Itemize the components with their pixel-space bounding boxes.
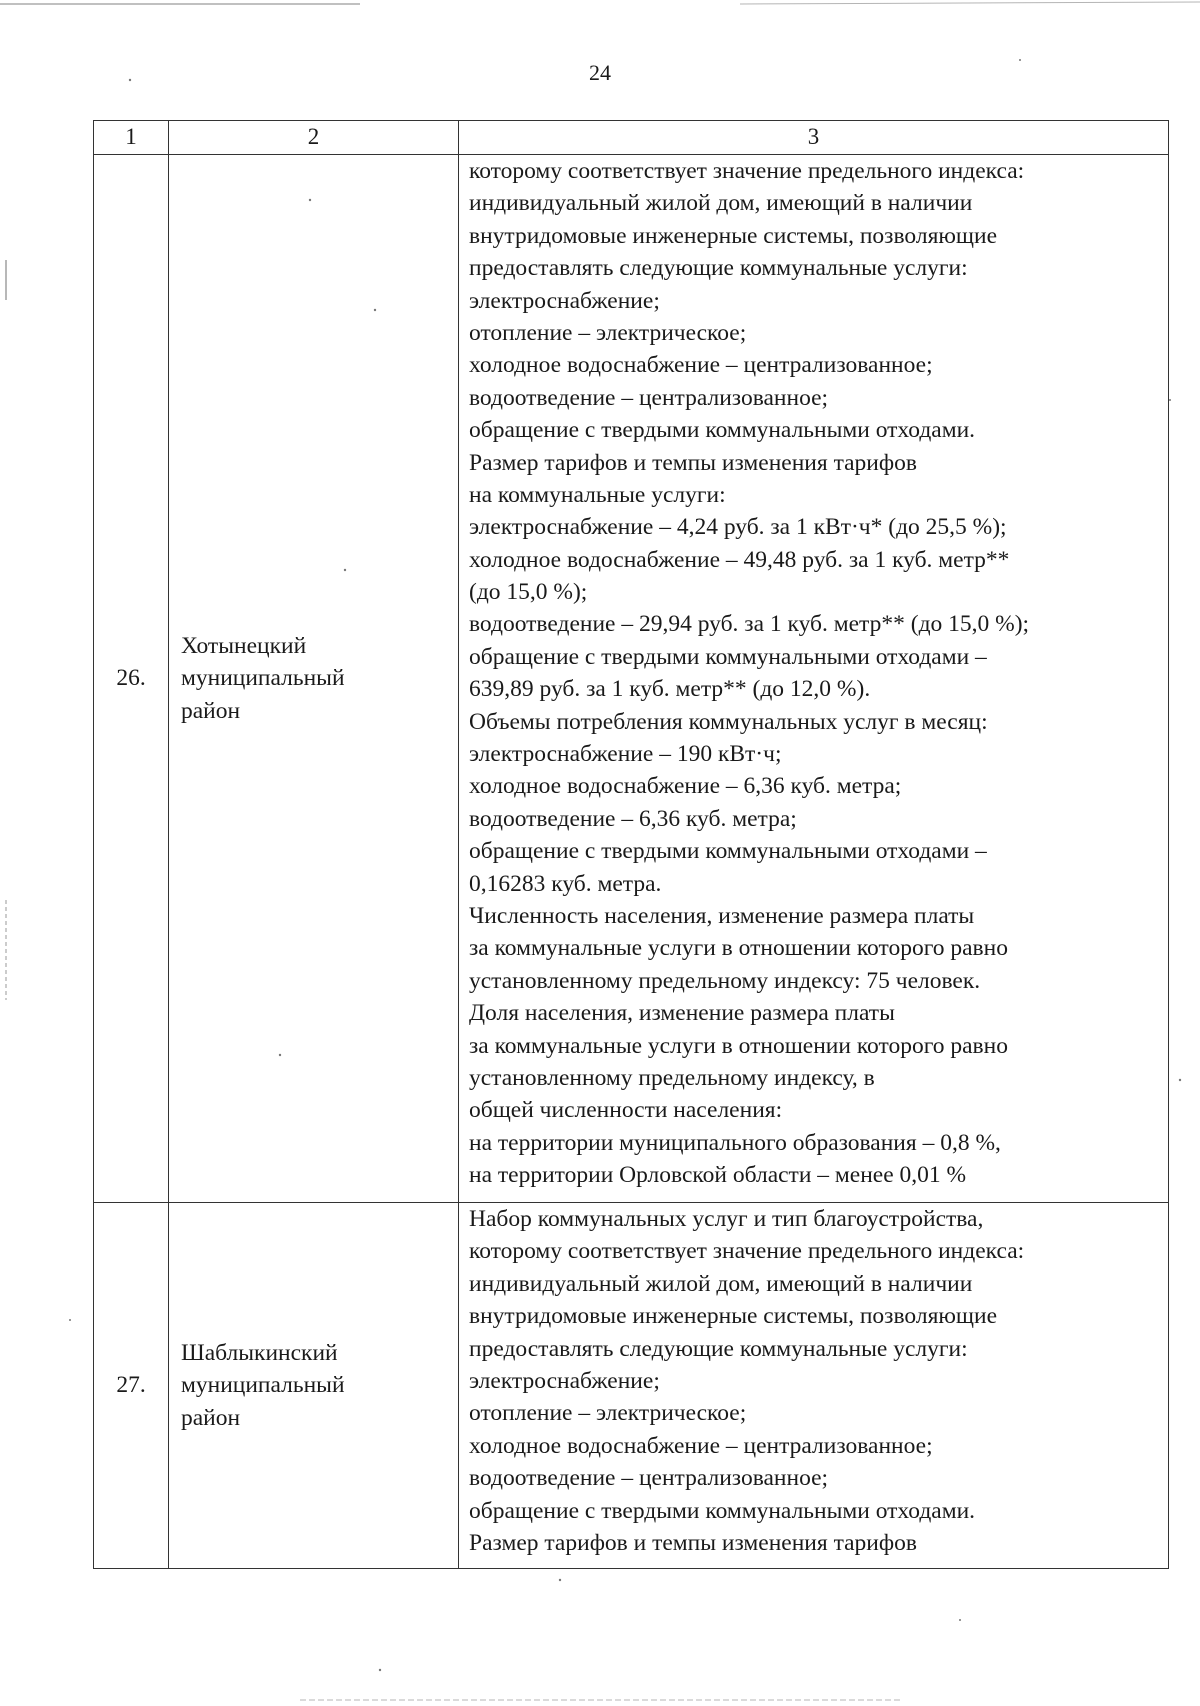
description-line: отопление – электрическое; [469, 1400, 747, 1427]
description-line: Размер тарифов и темпы изменения тарифов [469, 1529, 917, 1556]
description-line: которому соответствует значение предельного индекса: [469, 158, 1025, 184]
description-line: отопление – электрическое; [469, 319, 747, 346]
district-name-line: район [181, 1404, 241, 1431]
table-header-row [94, 121, 1169, 155]
description-line: Объемы потребления коммунальных услуг в месяц: [469, 708, 988, 735]
description-line: холодное водоснабжение – централизованное; [469, 1432, 933, 1459]
description-line: внутридомовые инженерные системы, позволяющие [469, 222, 998, 249]
header-col-3: 3 [459, 121, 1169, 155]
description-line: водоотведение – централизованное; [469, 384, 829, 411]
row-description [459, 1203, 1169, 1569]
district-name [169, 155, 459, 1203]
description-line: на коммунальные услуги: [469, 481, 726, 508]
table-row [94, 1203, 1169, 1569]
description-line: электроснабжение; [469, 1367, 660, 1394]
description-line: электроснабжение; [469, 287, 660, 314]
description-line: за коммунальные услуги в отношении которого равно [469, 935, 1008, 962]
description-line: водоотведение – централизованное; [469, 1465, 829, 1492]
description-line: установленному предельному индексу, в [469, 1064, 875, 1091]
description-line: на территории Орловской области – менее 0,01 % [469, 1162, 967, 1189]
district-name-line: Шаблыкинский [181, 1339, 338, 1366]
description-line: обращение с твердыми коммунальными отходами. [469, 1497, 976, 1524]
description-line: 639,89 руб. за 1 куб. метр** (до 12,0 %). [469, 676, 871, 703]
page-number: 24 [589, 60, 611, 85]
description-line: индивидуальный жилой дом, имеющий в наличии [469, 1270, 973, 1297]
description-line: обращение с твердыми коммунальными отходами – [469, 838, 987, 865]
district-name-line: муниципальный [181, 1372, 345, 1399]
description-line: (до 15,0 %); [469, 579, 588, 606]
description-line: холодное водоснабжение – централизованное; [469, 352, 933, 379]
description-line: холодное водоснабжение – 49,48 руб. за 1 куб. метр** [469, 546, 1010, 573]
description-line: обращение с твердыми коммунальными отходами – [469, 643, 987, 670]
description-line: Численность населения, изменение размера платы [469, 902, 975, 929]
description-line: Доля населения, изменение размера платы [469, 1000, 895, 1027]
description-line: водоотведение – 6,36 куб. метра; [469, 805, 797, 832]
district-name-line: Хотынецкий [181, 632, 307, 659]
description-line: электроснабжение – 190 кВт·ч; [469, 741, 782, 768]
description-line: предоставлять следующие коммунальные услуги: [469, 1335, 968, 1362]
description-line: 0,16283 куб. метра. [469, 870, 662, 897]
description-line: на территории муниципального образования – 0,8 %, [469, 1129, 1001, 1156]
row-number: 26. [94, 155, 169, 1203]
row-description [459, 155, 1169, 1203]
description-line: Размер тарифов и темпы изменения тарифов [469, 449, 917, 476]
table-row [94, 155, 1169, 1203]
district-name-line: район [181, 697, 241, 724]
description-line: внутридомовые инженерные системы, позволяющие [469, 1303, 998, 1330]
tariff-table [93, 120, 1169, 1569]
header-col-1: 1 [94, 121, 169, 155]
description-line: которому соответствует значение предельного индекса: [469, 1238, 1025, 1265]
header-col-2: 2 [169, 121, 459, 155]
description-line: электроснабжение – 4,24 руб. за 1 кВт·ч* (до 25,5 %); [469, 514, 1007, 541]
description-line: холодное водоснабжение – 6,36 куб. метра; [469, 773, 902, 800]
description-line: обращение с твердыми коммунальными отходами. [469, 417, 976, 444]
description-line: установленному предельному индексу: 75 человек. [469, 967, 981, 994]
description-line: предоставлять следующие коммунальные услуги: [469, 255, 968, 282]
row-number: 27. [94, 1203, 169, 1569]
description-line: Набор коммунальных услуг и тип благоустройства, [469, 1206, 984, 1232]
district-name-line: муниципальный [181, 665, 345, 692]
description-line: водоотведение – 29,94 руб. за 1 куб. метр** (до 15,0 %); [469, 611, 1030, 638]
description-line: индивидуальный жилой дом, имеющий в наличии [469, 190, 973, 217]
description-line: общей численности населения: [469, 1097, 783, 1124]
district-name [169, 1203, 459, 1569]
description-line: за коммунальные услуги в отношении которого равно [469, 1032, 1008, 1059]
